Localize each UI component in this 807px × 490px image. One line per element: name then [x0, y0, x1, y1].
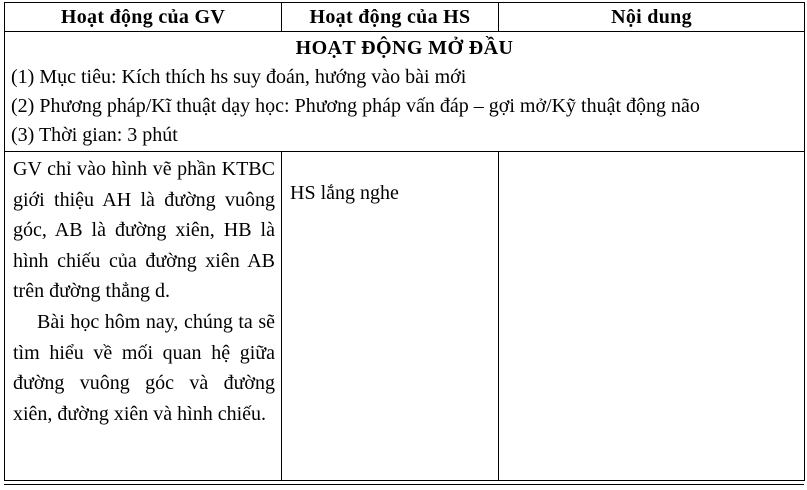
lesson-table — [4, 2, 805, 481]
opening-title: HOẠT ĐỘNG MỞ ĐẦU — [295, 37, 514, 59]
activity-row — [5, 152, 805, 481]
content-cell — [499, 152, 805, 481]
teacher-paragraph: GV chỉ vào hình vẽ phần KTBC giới thiệu AH là đường vuông góc, AB là đường xiên, HB là hình chiếu của đường xiên AB trên đường thẳng d. — [13, 158, 275, 303]
teacher-activity-cell — [5, 152, 282, 481]
teacher-paragraph: Bài học hôm nay, chúng ta sẽ tìm hiểu về mối quan hệ giữa đường vuông góc và đường xiên, đường xiên và hình chiếu. — [13, 310, 275, 425]
opening-objective: (1) Mục tiêu: Kích thích hs suy đoán, hướng vào bài mới — [11, 66, 467, 88]
header-student-activity: Hoạt động của HS — [282, 3, 499, 32]
student-activity-cell: HS lắng nghe — [282, 152, 499, 481]
header-row — [5, 3, 805, 32]
opening-activity-cell — [5, 32, 805, 152]
header-content: Nội dung — [499, 3, 805, 32]
header-teacher-activity: Hoạt động của GV — [5, 3, 282, 32]
page-bottom-rule — [4, 484, 804, 490]
opening-duration: (3) Thời gian: 3 phút — [11, 124, 178, 146]
opening-row — [5, 32, 805, 152]
opening-method: (2) Phương pháp/Kĩ thuật dạy học: Phương pháp vấn đáp – gợi mở/Kỹ thuật động não — [11, 95, 700, 117]
